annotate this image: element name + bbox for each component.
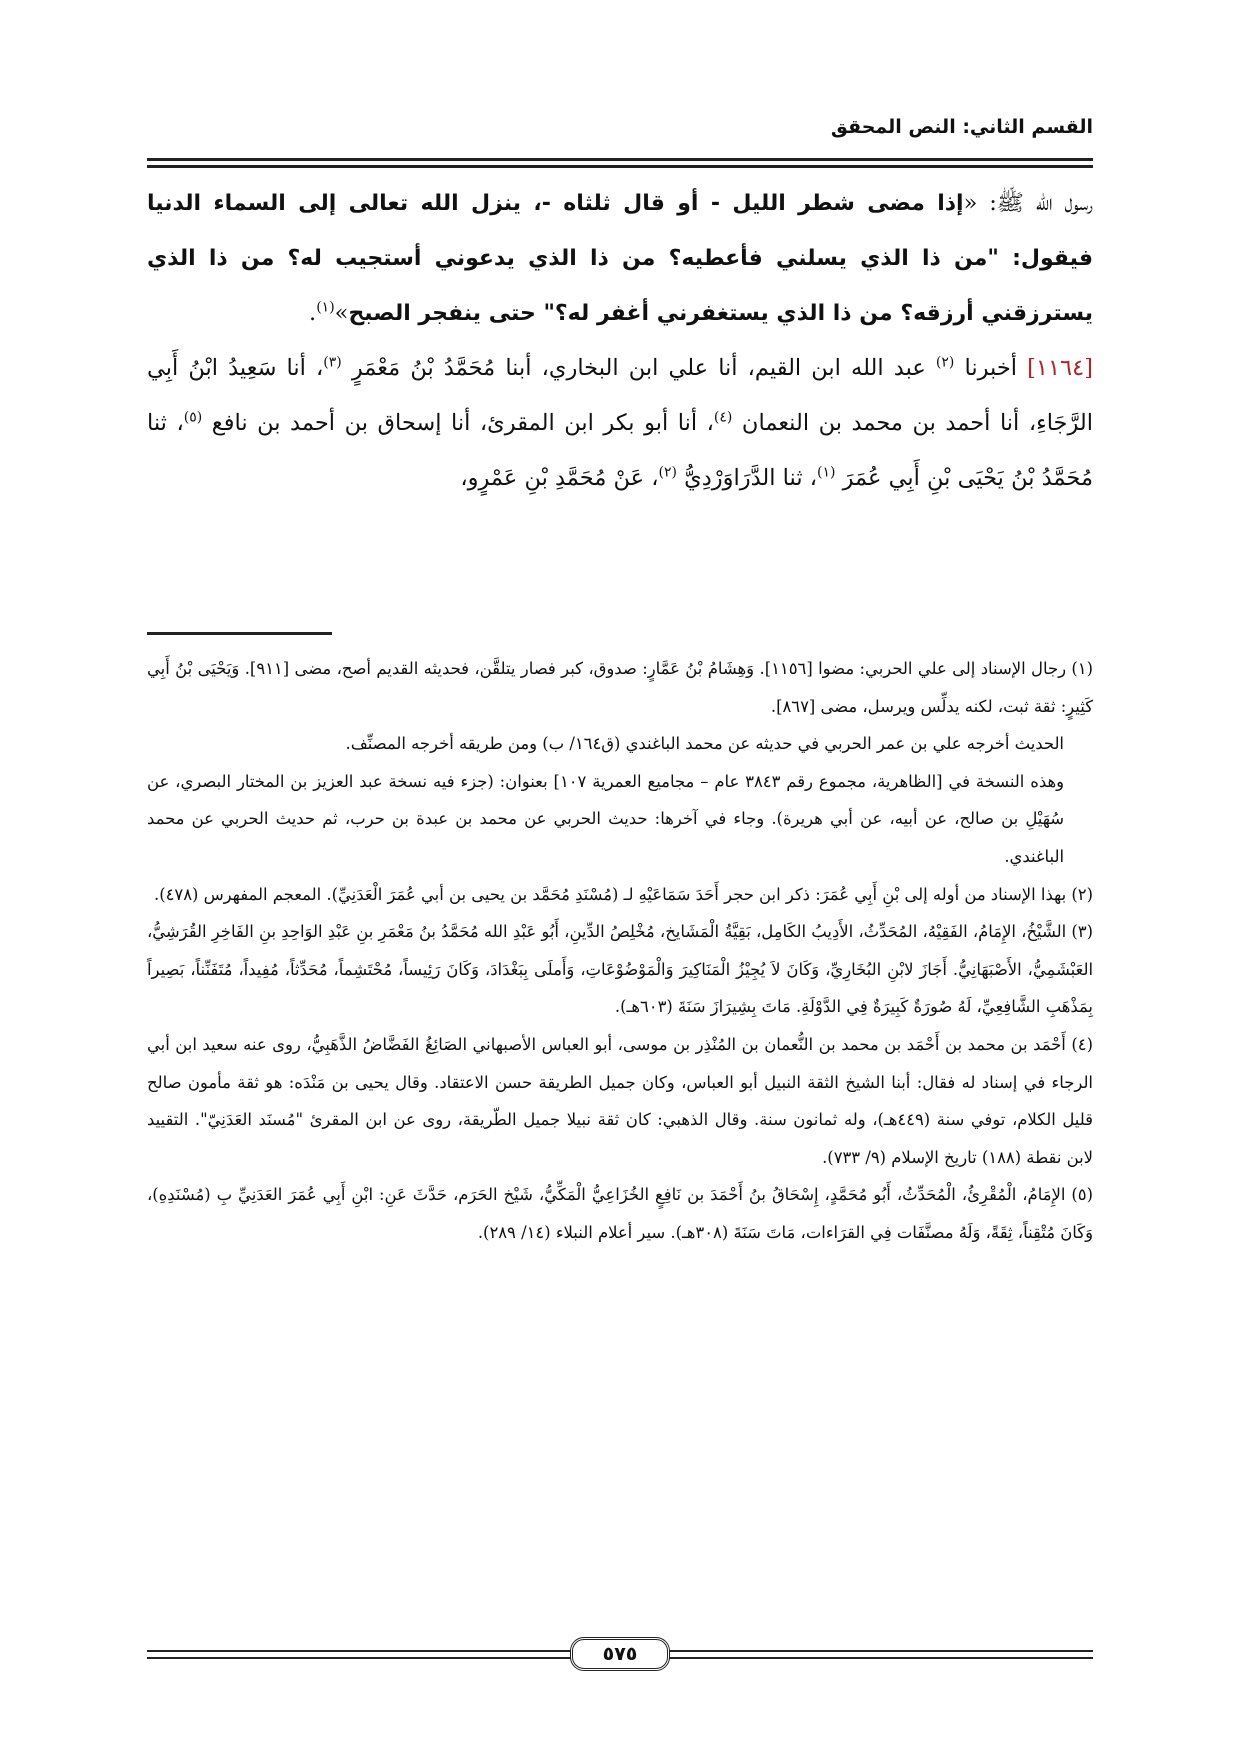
footnote-2: (٢) بهذا الإسناد من أوله إلى بْنِ أَبِي عُمَرَ: ذكر ابن حجر أَحَدَ سَمَاعَيْهِ لـ (مُسْنَدِ مُحَمَّد بن يحيى بن أبي عُمَرَ الْعَدَنِيِّ). المعجم المفهرس (٤٧٨). [153, 884, 1093, 904]
footnotes [147, 650, 1093, 1252]
footnote-1-manuscript: وهذه النسخة في [الظاهرية، مجموع رقم ٣٨٤٣ عام – مجاميع العمرية ١٠٧] بعنوان: (جزء فيه نسخة عبد العزيز بن المختار البصري، عن سُهَيْلِ بن صالح، عن أبيه، عن أبي هريرة). وجاء في آخرها: حديث الحربي عن محمد بن عبدة بن حرب، ثم حديث الحربي عن محمد الباغندي. [147, 771, 1065, 866]
main-text [147, 176, 1093, 506]
footnote-ref-1: (١) [316, 299, 335, 316]
footnote-ref-next-1: (١) [817, 464, 836, 481]
entry-number: [١١٦٤] [1027, 355, 1093, 381]
header-rule-bottom [147, 165, 1093, 168]
isnad-part-f: ، ثنا الدَّرَاوَرْدِيُّ [676, 465, 817, 491]
hadith-close: » [334, 300, 349, 326]
header-rule-top [147, 158, 1093, 161]
footnote-5: (٥) الإِمَامُ، الْمُقْرِئُ، الْمُحَدِّثُ، أَبُو مُحَمَّدٍ، إِسْحَاقُ بنُ أَحْمَدَ بن نَافِعٍ الخُزَاعِيُّ الْمَكِّيُّ، شَيْخ الحَرَم، حَدَّثَ عَنِ: ابْنِ أَبِي عُمَرَ العَدَنِيِّ بِ (مُسْنَدِهِ)، وَكَانَ مُتْقِناً، ثِقَةً، وَلَهُ مصنَّفَات فِي القرَاءات، مَاتَ سَنَةَ (٣٠٨هـ). سير أعلام النبلاء (١٤/ ٢٨٩). [147, 1185, 1093, 1242]
footnote-4: (٤) أَحْمَد بن محمد بن أَحْمَد بن محمد بن النُّعمان بن المُنْذِر بن موسى، أبو العباس الأصبهاني الصَائِغُ الفَضَّاضُ الذَّهَبِيُّ، روى عنه سعيد ابن أبي الرجاء في إسناد له فقال: أبنا الشيخ الثقة النبيل أبو العباس، وكان جميل الطريقة حسن الاعتقاد. وقال يحيى بن مَنْدَه: هو ثقة مأمون صالح قليل الكلام، توفي سنة (٤٤٩هـ)، وله ثمانون سنة. وقال الذهبي: كان ثقة نبيلا جميل الطّريقة، روى عن ابن المقرئ "مُسنَد العَدَنِيّ". التقييد لابن نقطة (١٨٨) تاريخ الإسلام (٩/ ٧٣٣). [147, 1034, 1093, 1167]
page-number-frame [570, 1637, 670, 1671]
footnote-ref-4: (٤) [713, 409, 733, 426]
footnote-3: (٣) الشَّيْخُ، الإِمَامُ، الفَقِيْهُ، المُحَدِّثُ، الأَدِيبُ الكَامِل، بَقِيَّةُ الْمَشَايخ، مُخْلِصُ الدِّينِ، أَبُو عَبْدِ الله مُحَمَّدُ بنُ مَعْمَرِ بنِ عَبْدِ الوَاحِدِ بنِ الفَاخِرِ القُرَشِيُّ، العَبْشَمِيُّ، الأَصْبَهَانِيُّ. أَجَازَ لابْنِ البُخَارِيِّ، وَكَانَ لاَ يُجِيْزُ الْمَنَاكِيرَ وَالْمَوْضُوْعَاتِ، وَأَملَى بِبَغْدَادَ، وَكَانَ رَئِيساً، مُحْتَشِماً، مُحَدِّثاً، مُفِيداً، مُتَفَنِّناً، بَصِيراً بِمَذْهَبِ الشَّافِعِيِّ، لَهُ صُورَةٌ كَبِيرَةٌ فِي الدَّوْلَةِ. مَاتَ بِشِيرَازَ سَنَةَ (٦٠٣هـ). [146, 922, 1093, 1017]
footnote-ref-3: (٣) [323, 354, 342, 371]
isnad-part-b: عبد الله ابن القيم، أنا علي ابن البخاري، أبنا مُحَمَّدُ بْنُ مَعْمَرٍ [341, 355, 936, 381]
hadith-lead: رسول الله ﷺ: « [963, 190, 1093, 216]
footnote-separator [147, 632, 332, 635]
page-footer [147, 1637, 1093, 1673]
footnote-ref-2: (٢) [935, 354, 955, 371]
footnote-1: (١) رجال الإسناد إلى علي الحربي: مضوا [١١٥٦]. وَهِشَامُ بْنُ عَمَّارٍ: صدوق، كبر فصار يتلقَّن، فحديثه القديم أصح، مضى [٩١١]. وَيَحْيَى بْنُ أَبِي كَثِيرٍ: ثقة ثبت، لكنه يدلِّس ويرسل، مضى [٨٦٧]. [147, 659, 1094, 716]
page-number: ٥٧٥ [602, 1643, 638, 1665]
footnote-1-takhrij: الحديث أخرجه علي بن عمر الحربي في حديثه عن محمد الباغندي (ق١٦٤/ ب) ومن طريقه أخرجه المصنِّف. [345, 734, 1064, 754]
isnad-paragraph [147, 341, 1093, 506]
isnad-part-d: ، أنا أبو بكر ابن المقرئ، أنا إسحاق بن أحمد بن نافع [202, 410, 714, 436]
isnad-part-a: أخبرنا [954, 355, 1028, 381]
hadith-paragraph [147, 176, 1093, 341]
isnad-part-e: ، ثنا مُحَمَّدُ بْنُ يَحْيَى بْنِ أَبِي عُمَرَ [147, 410, 1093, 491]
running-header: القسم الثاني: النص المحقق [830, 116, 1093, 138]
footnote-ref-5: (٥) [183, 409, 203, 426]
isnad-part-g: ، عَنْ مُحَمَّدِ بْنِ عَمْرٍو، [460, 465, 659, 491]
footnote-ref-next-2: (٢) [658, 464, 677, 481]
hadith-end: . [309, 300, 317, 326]
hadith-text: إذا مضى شطر الليل - أو قال ثلثاه -، ينزل الله تعالى إلى السماء الدنيا فيقول: "من ذا الذي يسلني فأعطيه؟ من ذا الذي يدعوني أستجيب له؟ من ذا الذي يسترزقني أرزقه؟ من ذا الذي يستغفرني أغفر له؟" حتى ينفجر الصبح [147, 191, 1093, 326]
isnad-part-c: ، أنا سَعِيدُ ابْنُ أَبِي الرَّجَاءِ، أنا أحمد بن محمد بن النعمان [147, 355, 1093, 436]
